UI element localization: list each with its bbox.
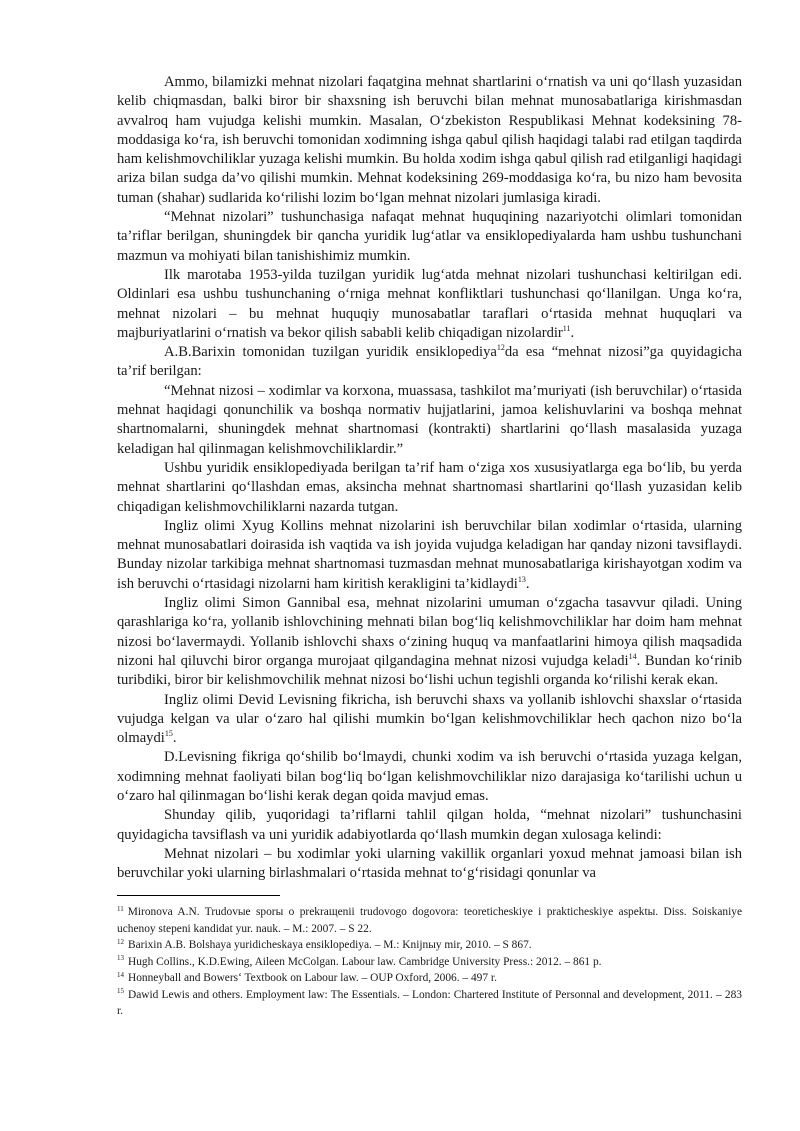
footnote: $^{11}$ Mironova A.N. Trudovыe sporы o prekraщenii trudovogo dogovora: teoreticheskiye i prakticheskiye aspektы. Diss. Soiskaniye uchenoy stepeni kandidat yur. nauk. – M.: 2007. – S 22. bbox=[117, 904, 742, 935]
paragraph: Ammo, bilamizki mehnat nizolari faqatgina mehnat shartlarini o‘rnatish va uni qo‘llash yuzasidan kelib chiqmasdan, balki biror bir shaxsning ish beruvchi bilan mehnat munosabatlariga kirishmasdan avvalroq ham vujudga kelishi mumkin. Masalan, O‘zbekiston Respublikasi Mehnat kodeksining 78-moddasiga ko‘ra, ish beruvchi tomonidan xodimning ishga qabul qilish haqidagi talabi rad etilgan taqdirda ham kelishmovchiliklar yuzaga kelishi mumkin. Bu holda xodim ishga qabul qilish rad etilganligi haqidagi ariza bilan sudga da’vo qilishi mumkin. Mehnat kodeksining 269-moddasiga ko‘ra, bu nizo ham bevosita tuman (shahar) sudlarida ko‘rilishi lozim bo‘lgan mehnat nizolari jumlasiga kiradi. bbox=[117, 74, 742, 206]
footnote: $^{15}$ Dawid Lewis and others. Employment law: The Essentials. – London: Chartered Institute of Personnal and development, 2011. – 283 r. bbox=[117, 987, 742, 1018]
paragraph: Ingliz olimi Simon Gannibal esa, mehnat nizolarini umuman o‘zgacha tasavvur qiladi. Uning qarashlariga ko‘ra, yollanib ishlovchining mehnati bilan bog‘liq kelishmovchiliklar har doim ham mehnat nizosi bo‘lavermaydi. Yollanib ishlovchi shaxs o‘zining huquq va manfaatlarini himoya qilish maqsadida nizoni hal qiluvchi biror organga murojaat qilgandagina mehnat nizosi vujudga keladi$^{14}$. Bundan ko‘rinib turibdiki, biror bir kelishmovchilik mehnat nizosi bo‘lishi uchun tegishli organda ko‘rilishi kerak ekan. bbox=[117, 595, 742, 689]
footnote-ref: 13 bbox=[517, 574, 526, 584]
paragraph: Ingliz olimi Devid Levisning fikricha, ish beruvchi shaxs va yollanib ishlovchi shaxslar o‘rtasida vujudga kelgan va ular o‘zaro hal qilishi mumkin bo‘lgan kelishmovchiliklar hech qachon nizo bo‘la olmaydi$^{15}$. bbox=[117, 691, 742, 747]
footnote-divider bbox=[117, 895, 280, 896]
footnote-ref: 11 bbox=[562, 324, 571, 333]
paragraph: Shunday qilib, yuqoridagi ta’riflarni tahlil qilgan holda, “mehnat nizolari” tushunchasini quyidagicha tavsiflash va uni yuridik adabiyotlarda qo‘llash mumkin degan xulosaga kelindi: bbox=[117, 807, 742, 843]
paragraph: Mehnat nizolari – bu xodimlar yoki ularning vakillik organlari yoxud mehnat jamoasi bilan ish beruvchilar yoki ularning birlashmalari o‘rtasida mehnat to‘g‘risidagi qonunlar va bbox=[117, 845, 742, 882]
footnote-ref: 12 bbox=[496, 343, 505, 353]
footnote: $^{13}$ Hugh Collins., K.D.Ewing, Aileen McColgan. Labour law. Cambridge University Press.: 2012. – 861 p. bbox=[117, 954, 602, 968]
paragraph: “Mehnat nizolari” tushunchasiga nafaqat mehnat huquqining nazariyotchi olimlari tomonidan ta’riflar berilgan, shuningdek bir qancha yuridik lug‘atlar va ensiklopediyalarda ham ushbu tushunchani mazmun va mohiyati bilan tanishishimiz mumkin. bbox=[117, 209, 742, 264]
footnote-ref: 15 bbox=[164, 729, 173, 739]
paragraph: Ilk marotaba 1953-yilda tuzilgan yuridik lug‘atda mehnat nizolari tushunchasi keltirilgan edi. Oldinlari esa ushbu tushunchaning o‘rniga mehnat konfliktlari tushunchasi qo‘llanilgan. Unga ko‘ra, mehnat nizolari – bu mehnat huquqiy munosabatlar taraflari o‘rtasida mehnat huquqlari va majburiyatlarini o‘rnatish va bekor qilish sababli kelib chiqadigan nizolardir$^{11}$. bbox=[117, 266, 742, 341]
paragraph: D.Levisning fikriga qo‘shilib bo‘lmaydi, chunki xodim va ish beruvchi o‘rtasida yuzaga kelgan, xodimning mehnat faoliyati bilan bog‘liq bo‘lgan kelishmovchiliklar nizo darajasiga ko‘tarilishi uchun u o‘zaro hal qilinmagan bo‘lishi kerak degan qoida mavjud emas. bbox=[117, 749, 742, 804]
document-page bbox=[117, 73, 742, 1020]
quotation-paragraph: “Mehnat nizosi – xodimlar va korxona, muassasa, tashkilot ma’muriyati (ish beruvchilar) o‘rtasida mehnat haqidagi qonunchilik va boshqa normativ hujjatlarini, jamoa kelishuvlarini va boshqa mehnat shartnomalarni, shuningdek mehnat shartnomasi (kontrakti) shartlarini qo‘llash masalasida yuzaga keladigan hal qilinmagan kelishmovchiliklardir.” bbox=[117, 382, 742, 457]
paragraph: A.B.Barixin tomonidan tuzilgan yuridik ensiklopediya$^{12}$da esa “mehnat nizosi”ga quyidagicha ta’rif berilgan: bbox=[117, 343, 742, 380]
paragraph: Ingliz olimi Xyug Kollins mehnat nizolarini ish beruvchilar bilan xodimlar o‘rtasida, ularning mehnat munosabatlari doirasida ish vaqtida va ish joyida vujudga keladigan har qanday nizoni tavsiflaydi. Bunday nizolar tarkibiga mehnat shartnomasi tuzmasdan mehnat munosabatlariga kirishayotgan xodim va ish beruvchi o‘rtasidagi nizolarni ham kiritish kerakligini ta’kidlaydi$^{13}$. bbox=[117, 517, 742, 592]
footnote: $^{12}$ Barixin A.B. Bolshaya yuridicheskaya ensiklopediya. – M.: Knijnыy mir, 2010. – S 867. bbox=[117, 937, 532, 952]
paragraph: Ushbu yuridik ensiklopediyada berilgan ta’rif ham o‘ziga xos xususiyatlarga ega bo‘lib, bu yerda mehnat shartlarini qo‘llashdan emas, aksincha mehnat shartnomasi shartlarini qo‘llash yuzasidan kelib chiqadigan kelishmovchiliklarni nazarda tutgan. bbox=[117, 459, 742, 515]
footnote: $^{14}$ Honneyball and Bowers‘ Textbook on Labour law. – OUP Oxford, 2006. – 497 r. bbox=[117, 970, 497, 985]
footnotes bbox=[117, 904, 742, 1020]
footnote-ref: 14 bbox=[628, 652, 637, 662]
